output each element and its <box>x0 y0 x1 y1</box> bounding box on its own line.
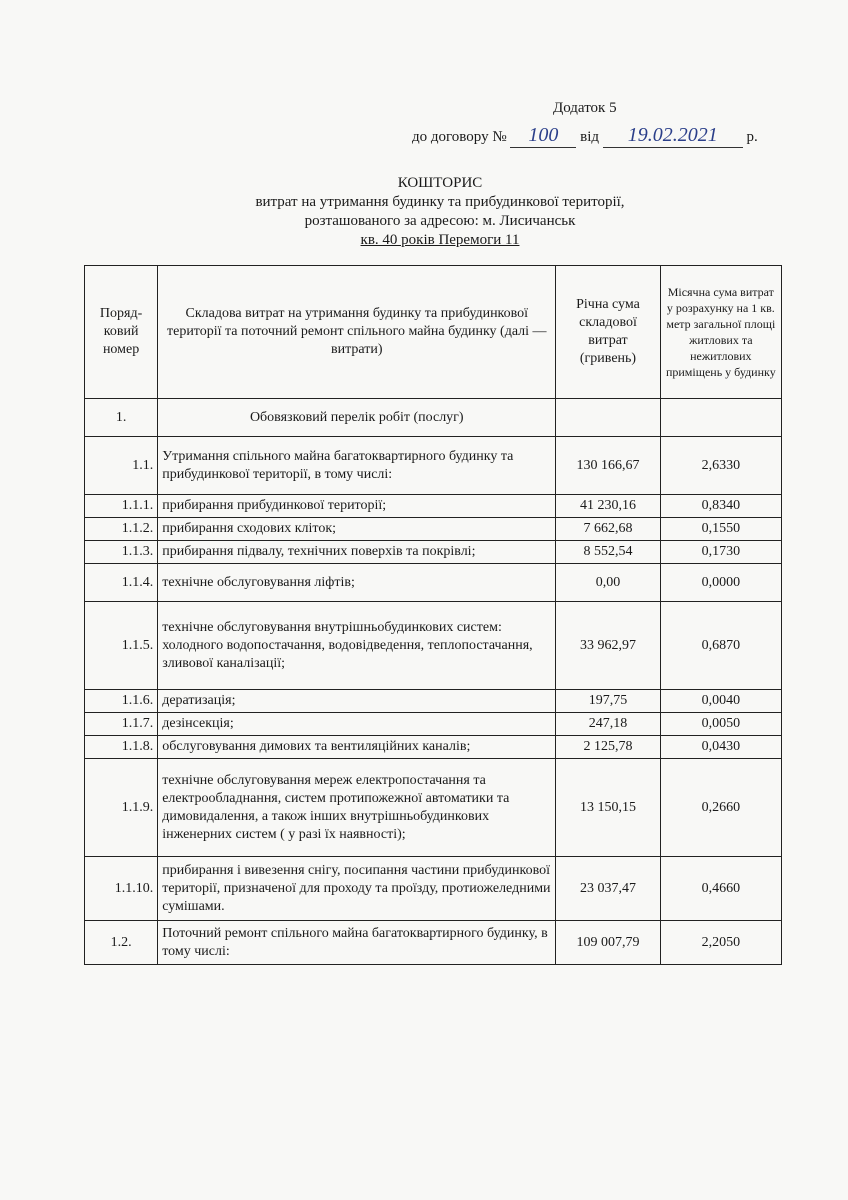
row-year: 23 037,47 <box>556 857 660 921</box>
row-year: 0,00 <box>556 564 660 602</box>
table-row <box>85 713 782 736</box>
row-no: 1.1.2. <box>85 518 158 541</box>
row-desc: Поточний ремонт спільного майна багатоквартирного будинку, в тому числі: <box>158 921 556 965</box>
title-line2: розташованого за адресою: м. Лисичанськ <box>304 213 576 229</box>
header-desc: Складова витрат на утримання будинку та прибудинкової території та поточний ремонт спільного майна будинку (далі — витрати) <box>158 266 556 399</box>
annex-label: Додаток 5 <box>553 100 617 116</box>
table-row <box>85 690 782 713</box>
table-row <box>85 736 782 759</box>
table-row <box>85 495 782 518</box>
row-month: 0,1550 <box>660 518 781 541</box>
row-desc: прибирання сходових кліток; <box>158 518 556 541</box>
table-row <box>85 399 782 437</box>
row-year: 8 552,54 <box>556 541 660 564</box>
row-year: 13 150,15 <box>556 759 660 857</box>
row-month: 0,0050 <box>660 713 781 736</box>
table-header-row <box>85 266 782 399</box>
row-year: 41 230,16 <box>556 495 660 518</box>
title-line3: кв. 40 років Перемоги 11 <box>360 232 520 248</box>
row-desc: прибирання підвалу, технічних поверхів та покрівлі; <box>158 541 556 564</box>
estimate-table <box>84 265 782 965</box>
row-year: 197,75 <box>556 690 660 713</box>
date-prefix: від <box>580 129 600 145</box>
row-no: 1.1.1. <box>85 495 158 518</box>
table-row <box>85 921 782 965</box>
row-no: 1.1.3. <box>85 541 158 564</box>
row-month <box>660 399 781 437</box>
table-row <box>85 541 782 564</box>
header-year: Річна сума складової витрат (гривень) <box>556 266 660 399</box>
row-desc: технічне обслуговування ліфтів; <box>158 564 556 602</box>
row-year: 109 007,79 <box>556 921 660 965</box>
table-row <box>85 564 782 602</box>
row-year <box>556 399 660 437</box>
row-no: 1.1.7. <box>85 713 158 736</box>
row-no: 1.1.8. <box>85 736 158 759</box>
row-no: 1.1.10. <box>85 857 158 921</box>
document-title <box>170 174 710 250</box>
contract-date: 19.02.2021 <box>603 124 743 148</box>
row-desc: обслуговування димових та вентиляційних каналів; <box>158 736 556 759</box>
row-desc: дезінсекція; <box>158 713 556 736</box>
row-year: 247,18 <box>556 713 660 736</box>
year-suffix: р. <box>746 129 758 145</box>
title-main: КОШТОРИС <box>397 175 483 191</box>
row-no: 1.1.4. <box>85 564 158 602</box>
row-no: 1. <box>85 399 158 437</box>
row-month: 0,0040 <box>660 690 781 713</box>
row-no: 1.1.5. <box>85 602 158 690</box>
row-year: 7 662,68 <box>556 518 660 541</box>
row-desc: прибирання і вивезення снігу, посипання частини прибудинкової території, призначеної для проходу та проїзду, протиожеледними сумішами. <box>158 857 556 921</box>
row-month: 0,6870 <box>660 602 781 690</box>
row-desc: технічне обслуговування мереж електропостачання та електрообладнання, систем протипожежної автоматики та димовидалення, а також інших внутрішньобудинкових інженерних систем ( у разі їх наявності); <box>158 759 556 857</box>
row-desc: технічне обслуговування внутрішньобудинкових систем: холодного водопостачання, водовідведення, теплопостачання, зливової каналізації; <box>158 602 556 690</box>
row-year: 2 125,78 <box>556 736 660 759</box>
row-month: 0,1730 <box>660 541 781 564</box>
row-month: 2,2050 <box>660 921 781 965</box>
row-month: 0,4660 <box>660 857 781 921</box>
row-no: 1.1.6. <box>85 690 158 713</box>
table-row <box>85 518 782 541</box>
row-desc: Обовязковий перелік робіт (послуг) <box>158 399 556 437</box>
title-line1: витрат на утримання будинку та прибудинкової території, <box>255 194 625 210</box>
header-month: Місячна сума витрат у розрахунку на 1 кв. метр загальної площі житлових та нежитлових приміщень у будинку <box>660 266 781 399</box>
row-no: 1.2. <box>85 921 158 965</box>
contract-number: 100 <box>510 124 576 148</box>
table-row <box>85 602 782 690</box>
row-year: 130 166,67 <box>556 437 660 495</box>
row-desc: Утримання спільного майна багатоквартирного будинку та прибудинкової території, в тому числі: <box>158 437 556 495</box>
row-year: 33 962,97 <box>556 602 660 690</box>
row-month: 0,2660 <box>660 759 781 857</box>
table-row <box>85 759 782 857</box>
row-month: 0,0000 <box>660 564 781 602</box>
row-month: 0,8340 <box>660 495 781 518</box>
table-row <box>85 437 782 495</box>
contract-prefix: до договору № <box>412 129 507 145</box>
row-month: 0,0430 <box>660 736 781 759</box>
row-month: 2,6330 <box>660 437 781 495</box>
row-desc: прибирання прибудинкової території; <box>158 495 556 518</box>
contract-line <box>412 124 758 148</box>
row-no: 1.1. <box>85 437 158 495</box>
table-row <box>85 857 782 921</box>
row-no: 1.1.9. <box>85 759 158 857</box>
header-no: Поряд-ковий номер <box>85 266 158 399</box>
row-desc: дератизація; <box>158 690 556 713</box>
